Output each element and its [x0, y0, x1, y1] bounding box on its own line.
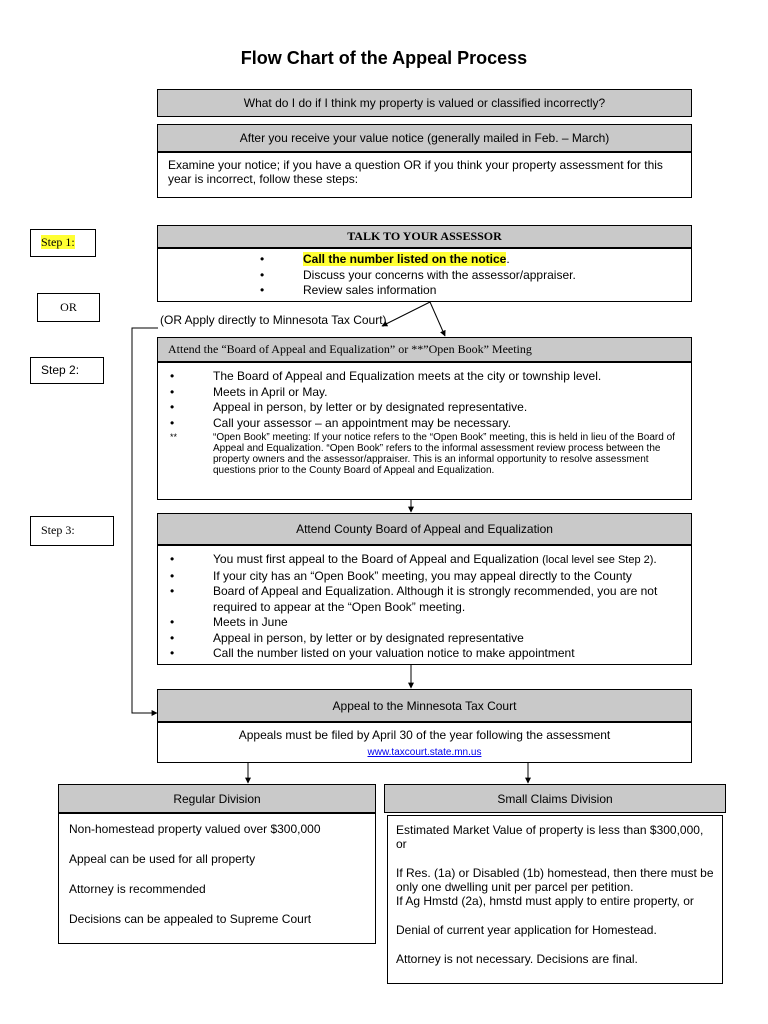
- item-text: Meets in April or May.: [213, 384, 328, 399]
- list-item: • You must first appeal to the Board of Appeal and Equalization (local level see Step 2).: [170, 552, 657, 566]
- step3-header-text: Attend County Board of Appeal and Equalization: [296, 522, 553, 536]
- list-item: Attorney is not necessary. Decisions are final.: [396, 952, 638, 966]
- or-text: OR: [60, 300, 77, 314]
- after-notice-text: After you receive your value notice (generally mailed in Feb. – March): [239, 131, 610, 145]
- list-item: • Board of Appeal and Equalization. Although it is strongly recommended, you are not required to appear at the “Open Book” meeting.: [170, 584, 658, 614]
- list-item: Attorney is recommended: [69, 882, 206, 896]
- list-item: • Discuss your concerns with the assessor/appraiser.: [260, 267, 576, 282]
- list-item: • The Board of Appeal and Equalization meets at the city or township level.: [170, 369, 602, 383]
- list-item: Decisions can be appealed to Supreme Court: [69, 912, 312, 926]
- item-text: Board of Appeal and Equalization. Although it is strongly recommended, you are not required to appear at the “Open Book” meeting.: [213, 584, 658, 614]
- item-text: Appeal in person, by letter or by designated representative.: [213, 400, 528, 414]
- list-item: • Call the number listed on the notice.: [260, 252, 510, 266]
- list-item: • Appeal in person, by letter or by designated representative: [170, 630, 524, 645]
- list-item: Denial of current year application for Homestead.: [396, 923, 657, 937]
- list-item: • Call the number listed on your valuation notice to make appointment: [170, 646, 575, 660]
- item-small-text: (local level see Step 2): [542, 554, 654, 566]
- list-item: • Call your assessor – an appointment may be necessary.: [170, 415, 511, 430]
- item-text: Call the number listed on your valuation notice to make appointment: [213, 646, 575, 660]
- regular-division-header-text: Regular Division: [173, 791, 261, 806]
- list-item: Non-homestead property valued over $300,000: [69, 822, 321, 836]
- step2-header-text: Attend the “Board of Appeal and Equalization” or **”Open Book” Meeting: [168, 342, 532, 356]
- note-marker: **: [170, 432, 178, 442]
- list-item: • Appeal in person, by letter or by designated representative.: [170, 400, 528, 414]
- item-text: Call your assessor – an appointment may be necessary.: [213, 415, 511, 430]
- tax-court-text: Appeals must be filed by April 30 of the year following the assessment: [238, 728, 611, 742]
- period: .: [506, 252, 510, 266]
- step3-label-text: Step 3:: [41, 523, 75, 537]
- item-text: Appeal in person, by letter or by designated representative: [213, 630, 524, 645]
- list-item: • Meets in June: [170, 615, 288, 629]
- list-item: If Ag Hmstd (2a), hmstd must apply to entire property, or: [396, 894, 694, 908]
- list-item: • Meets in April or May.: [170, 384, 328, 399]
- list-item: • Review sales information: [260, 283, 437, 297]
- or-apply-text: (OR Apply directly to Minnesota Tax Court): [160, 313, 387, 327]
- list-item: Estimated Market Value of property is less than $300,000, or: [396, 823, 704, 851]
- step2-label-text: Step 2:: [41, 363, 80, 377]
- small-claims-header-text: Small Claims Division: [497, 791, 613, 806]
- bypass-line: [132, 328, 158, 713]
- item-text: The Board of Appeal and Equalization meets at the city or township level.: [213, 369, 602, 383]
- arrow-to-step2: [430, 302, 445, 336]
- step1-header-text: TALK TO YOUR ASSESSOR: [347, 229, 502, 243]
- list-item: If Res. (1a) or Disabled (1b) homestead, then there must be only one dwelling unit per parcel per petition.: [396, 866, 714, 894]
- tax-court-header-text: Appeal to the Minnesota Tax Court: [332, 698, 517, 713]
- item-text: Discuss your concerns with the assessor/appraiser.: [303, 267, 576, 282]
- item-text: You must first appeal to the Board of Appeal and Equalization: [213, 552, 543, 566]
- examine-text: Examine your notice; if you have a question OR if you think your property assessment for this year is incorrect, follow these steps:: [168, 158, 663, 186]
- note-text: “Open Book” meeting: If your notice refers to the “Open Book” meeting, this is held in lieu of the Board of Appeal and Equalization. “Open Book” refers to the informal assessment review process between the property owners and the assessor/appraiser. This is an informal opportunity to resolve assessment questions prior to the County Board of Appeal and Equalization.: [213, 432, 675, 476]
- list-item: Appeal can be used for all property: [69, 852, 256, 866]
- step1-label-text: Step 1:: [41, 235, 75, 249]
- item-text: Review sales information: [303, 283, 437, 297]
- list-item: • If your city has an “Open Book” meeting, you may appeal directly to the County: [170, 568, 632, 583]
- page-title: Flow Chart of the Appeal Process: [240, 48, 528, 68]
- tax-court-link[interactable]: www.taxcourt.state.mn.us: [367, 747, 482, 758]
- arrow-to-or-apply: [382, 302, 430, 326]
- item-text: If your city has an “Open Book” meeting, you may appeal directly to the County: [213, 568, 632, 583]
- item-text: Meets in June: [213, 615, 288, 629]
- highlighted-call-text: Call the number listed on the notice: [303, 252, 507, 266]
- question-text: What do I do if I think my property is valued or classified incorrectly?: [243, 96, 606, 110]
- period: .: [653, 552, 657, 566]
